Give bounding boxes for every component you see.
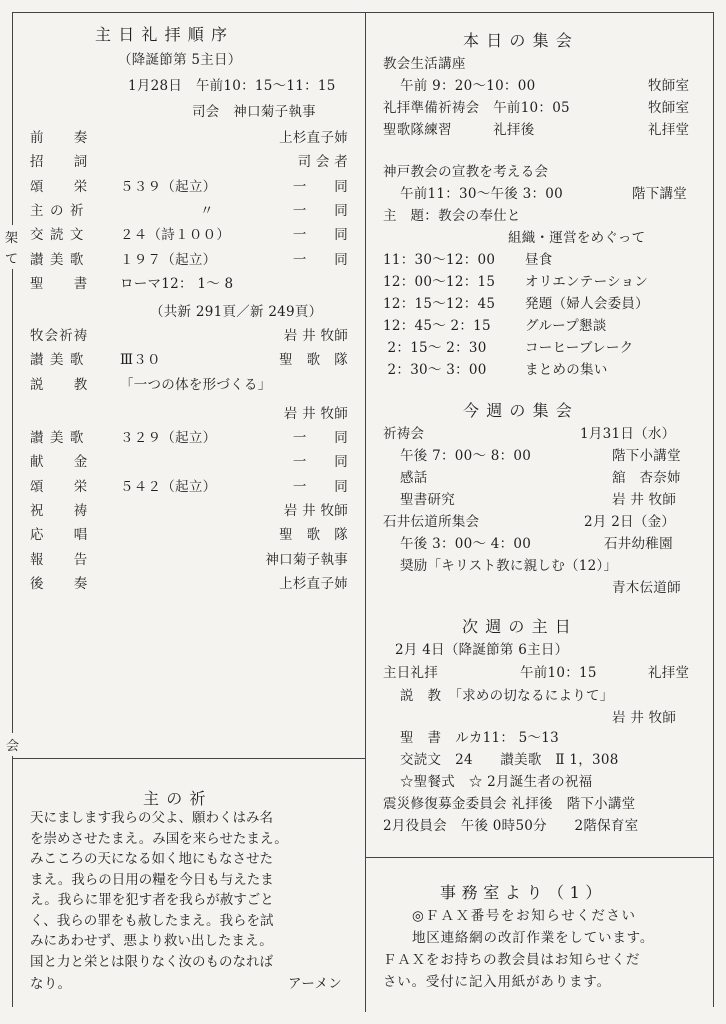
prayer-line: みにあわせず、悪より救い出したまえ。 (30, 933, 273, 949)
order-presider: 司会 神口菊子執事 (192, 104, 316, 120)
testimony-by: 舘 杏奈姉 (612, 470, 681, 486)
order-item-label: 讃 美 歌 (30, 251, 85, 268)
order-item-detail: ５３９（起立） (120, 178, 217, 195)
prayer-line: を崇めさせたまえ。み国を来らせたまえ。 (30, 830, 288, 847)
order-item-detail: ローマ12： 1〜 8 (120, 275, 234, 292)
today-line-4: 聖歌隊練習 礼拝後 (383, 122, 535, 138)
today-line-2: 午前 9：20〜10：00 (400, 78, 536, 94)
order-item-person: 神口菊子執事 (265, 551, 348, 568)
ishii-meeting-date: 2月 2日（金） (584, 514, 676, 530)
today-line-3: 礼拝準備祈祷会 午前10：05 (383, 100, 570, 116)
schedule-item: まとめの集い (525, 362, 608, 378)
order-item-person: 一 同 (292, 454, 348, 471)
order-item-person: 岩 井 牧師 (283, 502, 348, 519)
order-item-person: 一 同 (292, 251, 348, 268)
study-label: 聖書研究 (400, 492, 456, 508)
prayer-line: まえ。我らの日用の糧を今日も与えたま (30, 871, 274, 888)
order-item-label: 招 詞 (30, 154, 89, 171)
side-mark-2: て (3, 246, 20, 269)
next-title: 次週の主日 (462, 617, 579, 636)
outer-border-top (12, 12, 714, 13)
week-title: 今週の集会 (463, 401, 580, 420)
right-border (713, 12, 714, 1007)
today-line-4-place: 礼拝堂 (648, 122, 690, 138)
ishii-meeting-time: 午後 3：00〜 4：00 (400, 536, 532, 552)
schedule-time: 11：30〜12：00 (383, 252, 496, 268)
schedule-item: コーヒーブレーク (525, 340, 634, 356)
sermon-preacher: 岩 井 牧師 (283, 406, 348, 422)
order-subtitle: （降誕節第 5主日） (118, 52, 242, 68)
prayer-line: みこころの天になる如く地にもなさせた (30, 851, 273, 867)
right-section-divider (366, 857, 714, 858)
next-worship-time: 午前10：15 (520, 665, 597, 681)
order-title: 主日礼拝順序 (95, 25, 235, 44)
order-item-person: 一 同 (292, 178, 348, 195)
schedule-time: 12：45〜 2：15 (383, 318, 491, 334)
prayer-meeting-label: 祈祷会 (383, 426, 425, 442)
order-item-detail: 〃 (200, 202, 214, 219)
side-mark-1: 架 (3, 225, 20, 248)
prayer-line: く、我らの罪をも赦したまえ。我らを試 (30, 912, 274, 929)
schedule-time: 12：00〜12：15 (383, 274, 496, 290)
ishii-meeting-place: 石井幼稚園 (604, 536, 673, 552)
schedule-item: オリエンテーション (525, 274, 649, 290)
order-item-label: 応 唱 (30, 527, 89, 544)
next-sacrament: ☆聖餐式 ☆ 2月誕生者の祝福 (400, 774, 593, 790)
schedule-time: 2：15〜 2：30 (383, 340, 487, 356)
office-line: さい。受付に記入用紙があります。 (383, 974, 611, 990)
next-relief-committee: 震災修復募金委員会 礼拝後 階下小講堂 (383, 796, 636, 812)
prayer-meeting-time: 午後 7：00〜 8：00 (400, 448, 532, 464)
schedule-item: 昼食 (525, 252, 553, 268)
order-item-person: 一 同 (292, 202, 348, 219)
kobe-meeting-place: 階下講堂 (632, 186, 688, 202)
today-line-1: 教会生活講座 (383, 56, 466, 72)
center-divider (365, 12, 366, 1012)
order-item-label: 主 の 祈 (30, 202, 85, 219)
schedule-item: グループ懇談 (525, 318, 607, 334)
order-item-label: 頌 栄 (30, 178, 89, 195)
order-item-label: 前 奏 (30, 130, 89, 146)
order-item-label: 頌 栄 (30, 478, 89, 495)
order-item-label: 報 告 (30, 551, 89, 568)
order-item-detail: Ⅲ３０ (120, 352, 161, 369)
prayer-meeting-place: 階下小講堂 (612, 448, 681, 464)
bible-page-note: （共新 291頁／新 249頁） (150, 304, 323, 320)
schedule-time: 12：15〜12：45 (383, 296, 496, 312)
order-item-label: 牧会祈祷 (30, 328, 89, 344)
order-item-detail: ２４（詩１００） (120, 227, 231, 244)
order-date: 1月28日 午前10：15〜11：15 (128, 78, 336, 94)
order-item-label: 説 教 (30, 376, 89, 393)
next-worship-label: 主日礼拝 (383, 665, 439, 681)
order-item-detail: ５４２（起立） (120, 478, 217, 495)
order-item-person: 上杉直子姉 (279, 575, 348, 592)
outer-border-left (12, 12, 13, 1007)
left-section-divider (12, 758, 365, 759)
ishii-talk: 奨励「キリスト教に親しむ（12）」 (400, 558, 618, 574)
prayer-amen: アーメン (288, 976, 342, 992)
order-item-detail: １９７（起立） (120, 251, 217, 268)
study-by: 岩 井 牧師 (612, 492, 677, 508)
office-title: 事務室より（1） (440, 883, 607, 902)
order-item-label: 献 金 (30, 454, 89, 471)
order-item-label: 後 奏 (30, 575, 89, 592)
prayer-meeting-date: 1月31日（水） (580, 426, 676, 442)
order-item-person: 一 同 (292, 430, 348, 446)
order-item-person: 上杉直子姉 (279, 130, 348, 146)
next-officers-meeting: 2月役員会 午後 0時50分 2階保育室 (383, 818, 639, 834)
prayer-last-line: なり。 (30, 976, 72, 992)
testimony-label: 感話 (400, 470, 428, 486)
today-title: 本日の集会 (463, 31, 580, 50)
ishii-speaker: 青木伝道師 (612, 580, 681, 596)
prayer-line: え。我らに罪を犯す者を我らが赦すごと (30, 892, 274, 908)
kobe-theme-2: 組織・運営をめぐって (508, 230, 646, 246)
order-item-person: 岩 井 牧師 (283, 328, 348, 344)
next-preacher: 岩 井 牧師 (612, 710, 677, 726)
prayer-text (30, 808, 350, 972)
office-line: ＦＡＸをお持ちの教会員はお知らせくだ (383, 952, 641, 968)
kobe-meeting-time: 午前11：30〜午後 3：00 (400, 186, 563, 202)
next-sermon: 説 教 「求めの切なるによりて」 (400, 688, 614, 704)
next-worship-place: 礼拝堂 (648, 665, 690, 681)
order-item-label: 交 読 文 (30, 227, 85, 244)
order-item-label: 讃 美 歌 (30, 352, 85, 369)
next-reading: 交読文 24 讃美歌 Ⅱ 1，308 (400, 752, 619, 768)
order-item-label: 祝 祷 (30, 502, 89, 519)
kobe-theme-1: 主 題：教会の奉仕と (383, 208, 521, 224)
order-item-person: 一 同 (292, 478, 348, 495)
ishii-meeting-label: 石井伝道所集会 (383, 514, 480, 530)
order-item-label: 讃 美 歌 (30, 430, 85, 446)
order-item-detail: 「一つの体を形づくる」 (120, 376, 272, 393)
prayer-title: 主の祈 (143, 789, 213, 808)
order-item-detail: ３２９（起立） (120, 430, 217, 446)
prayer-line: 天にまします我らの父よ、願わくはみ名 (30, 810, 273, 826)
office-notice: ◎ＦＡＸ番号をお知らせください (412, 908, 637, 924)
next-date: 2月 4日（降誕節第 6主日） (395, 642, 569, 658)
order-item-person: 一 同 (292, 227, 348, 244)
order-item-person: 司 会 者 (297, 154, 348, 171)
order-item-person: 聖 歌 隊 (279, 352, 348, 369)
side-mark-3: 会 (4, 733, 21, 756)
schedule-item: 発題（婦人会委員） (525, 296, 649, 312)
order-item-person: 聖 歌 隊 (279, 527, 348, 544)
office-line: 地区連絡網の改訂作業をしています。 (412, 930, 655, 946)
today-line-2-place: 牧師室 (648, 78, 690, 94)
schedule-time: 2：30〜 3：00 (383, 362, 487, 378)
next-bible: 聖 書 ルカ11： 5〜13 (400, 730, 560, 746)
order-item-label: 聖 書 (30, 275, 89, 292)
today-line-3-place: 牧師室 (648, 100, 690, 116)
kobe-meeting-title: 神戸教会の宣教を考える会 (383, 164, 549, 180)
prayer-line: 国と力と栄とは限りなく汝のものなれば (30, 953, 273, 970)
